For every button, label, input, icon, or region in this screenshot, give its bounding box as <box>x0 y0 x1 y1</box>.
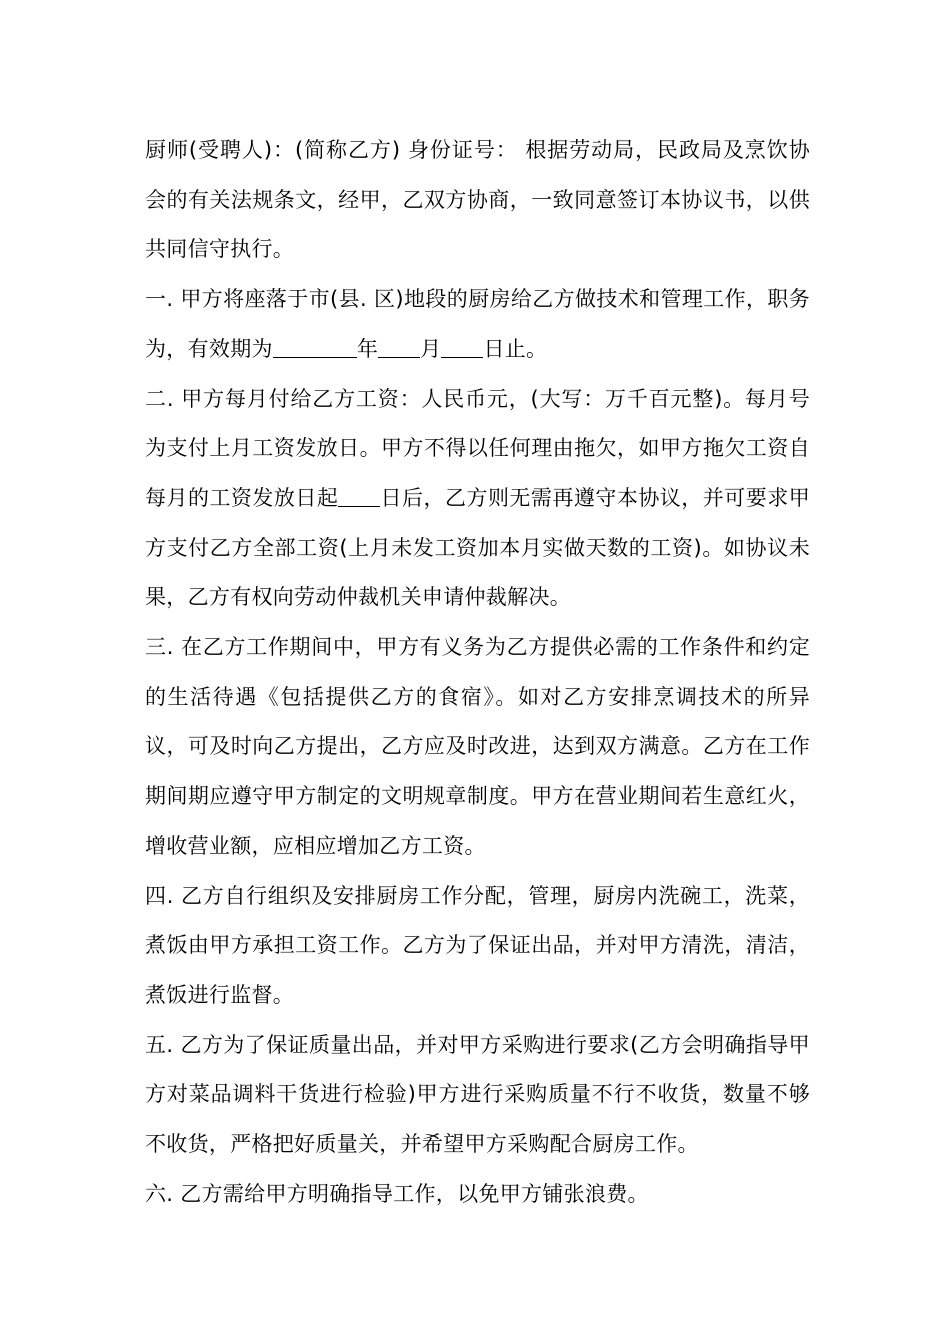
clause-1-text: 一. 甲方将座落于市(县. 区)地段的厨房给乙方做技术和管理工作，职务为，有效期为 <box>145 287 810 361</box>
intro-paragraph <box>145 126 810 275</box>
clause-1-day-label: 日止。 <box>483 336 548 361</box>
intro-text: 厨师(受聘人)：(简称乙方) 身份证号： 根据劳动局，民政局及烹饮协会的有关法规条文，经甲，乙双方协商，一致同意签订本协议书，以供共同信守执行。 <box>145 138 810 262</box>
blank-field-day <box>441 336 483 358</box>
clause-6-text: 六. 乙方需给甲方明确指导工作，以免甲方铺张浪费。 <box>145 1181 649 1206</box>
clause-1-month-label: 月 <box>420 336 442 361</box>
blank-field-days <box>338 485 380 507</box>
clause-2-text-b: 日后，乙方则无需再遵守本协议，并可要求甲方支付乙方全部工资(上月未发工资加本月实做天数的工资)。如协议未果，乙方有权向劳动仲裁机关申请仲裁解决。 <box>145 485 810 610</box>
clause-4-paragraph <box>145 872 810 1021</box>
clause-3-text: 三. 在乙方工作期间中，甲方有义务为乙方提供必需的工作条件和约定的生活待遇《包括提供乙方的食宿》。如对乙方安排烹调技术的所异议，可及时向乙方提出，乙方应及时改进，达到双方满意。乙方在工作期间期应遵守甲方制定的文明规章制度。甲方在营业期间若生意红火，增收营业额，应相应增加乙方工资。 <box>145 635 810 858</box>
clause-3-paragraph <box>145 623 810 872</box>
clause-2-text-a: 二. 甲方每月付给乙方工资：人民币元，(大写：万千百元整)。每月号为支付上月工资发放日。甲方不得以任何理由拖欠，如甲方拖欠工资自每月的工资发放日起 <box>145 386 810 510</box>
blank-field-month <box>378 336 420 358</box>
clause-2-paragraph <box>145 375 810 624</box>
document-body <box>145 126 810 1219</box>
clause-1-year-label: 年 <box>356 336 379 361</box>
clause-1-paragraph <box>145 275 810 374</box>
clause-5-text: 五. 乙方为了保证质量出品，并对甲方采购进行要求(乙方会明确指导甲方对菜品调料干货进行检验)甲方进行采购质量不行不收货，数量不够不收货，严格把好质量关，并希望甲方采购配合厨房工作。 <box>145 1032 810 1157</box>
blank-field-year <box>273 336 357 358</box>
clause-5-paragraph <box>145 1021 810 1170</box>
clause-6-paragraph <box>145 1170 810 1220</box>
clause-4-text: 四. 乙方自行组织及安排厨房工作分配，管理，厨房内洗碗工，洗菜，煮饭由甲方承担工资工作。乙方为了保证出品，并对甲方清洗，清洁，煮饭进行监督。 <box>145 883 810 1007</box>
